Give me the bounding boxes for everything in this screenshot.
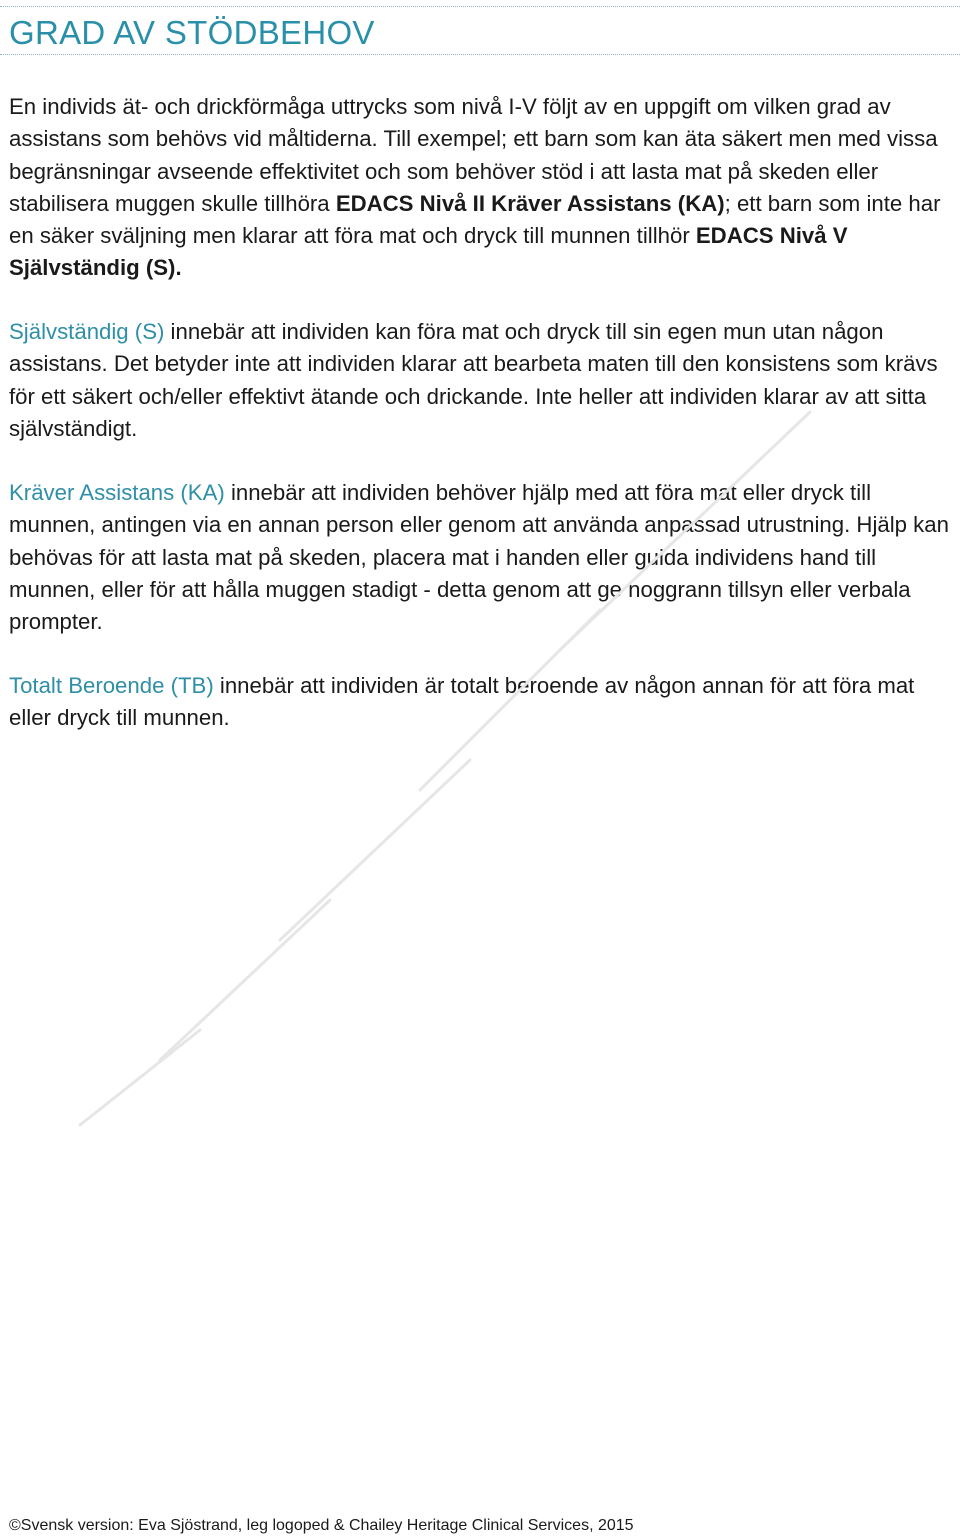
intro-text-a: En individs ät- och drickförmåga uttrycks som nivå I-V följt av en uppgift om vilken grad av assistans som behövs vid måltiderna. Till exempel; ett barn som kan äta säkert men med vissa begränsningar avseende effektivitet och som behöver stöd i att lasta mat på skeden eller stabilisera muggen skulle tillhöra [9, 94, 938, 216]
copyright-footer: ©Svensk version: Eva Sjöstrand, leg logoped & Chailey Heritage Clinical Services, 2015 [9, 1517, 634, 1534]
independent-term: Självständig (S) [9, 319, 165, 344]
totally-dependent-paragraph [9, 670, 954, 735]
intro-bold-level-v: EDACS Nivå V Självständig (S). [9, 223, 848, 281]
intro-bold-level-ii: EDACS Nivå II Kräver Assistans (KA) [335, 190, 725, 216]
independent-text: innebär att individen kan föra mat och dryck till sin egen mun utan någon assistans. Det betyder inte att individen klarar att bearbeta maten till den konsistens som krävs för ett säkert och/eller effektivt ätande och drickande. Inte heller att individen klarar av att sitta självständigt. [9, 319, 938, 441]
intro-text-b: ; ett barn som inte har en säker sväljning men klarar att föra mat och dryck till munnen tillhör [9, 190, 941, 249]
totally-dependent-text: innebär att individen är totalt beroende av någon annan för att föra mat eller dryck till munnen. [9, 673, 915, 731]
page-title: GRAD AV STÖDBEHOV [9, 14, 375, 51]
totally-dependent-term: Totalt Beroende (TB) [9, 673, 214, 698]
top-divider [0, 6, 960, 7]
intro-paragraph [9, 91, 954, 285]
independent-paragraph [9, 316, 954, 445]
requires-assistance-text: innebär att individen behöver hjälp med att föra mat eller dryck till munnen, antingen via en annan person eller genom att använda anpassad utrustning. Hjälp kan behövas för att lasta mat på skeden, placera mat i handen eller guida individens hand till munnen, eller för att hålla muggen stadigt - detta genom att ge noggrann tillsyn eller verbala prompter. [9, 480, 949, 635]
title-divider [0, 54, 960, 55]
requires-assistance-term: Kräver Assistans (KA) [9, 480, 225, 505]
requires-assistance-paragraph [9, 477, 954, 638]
